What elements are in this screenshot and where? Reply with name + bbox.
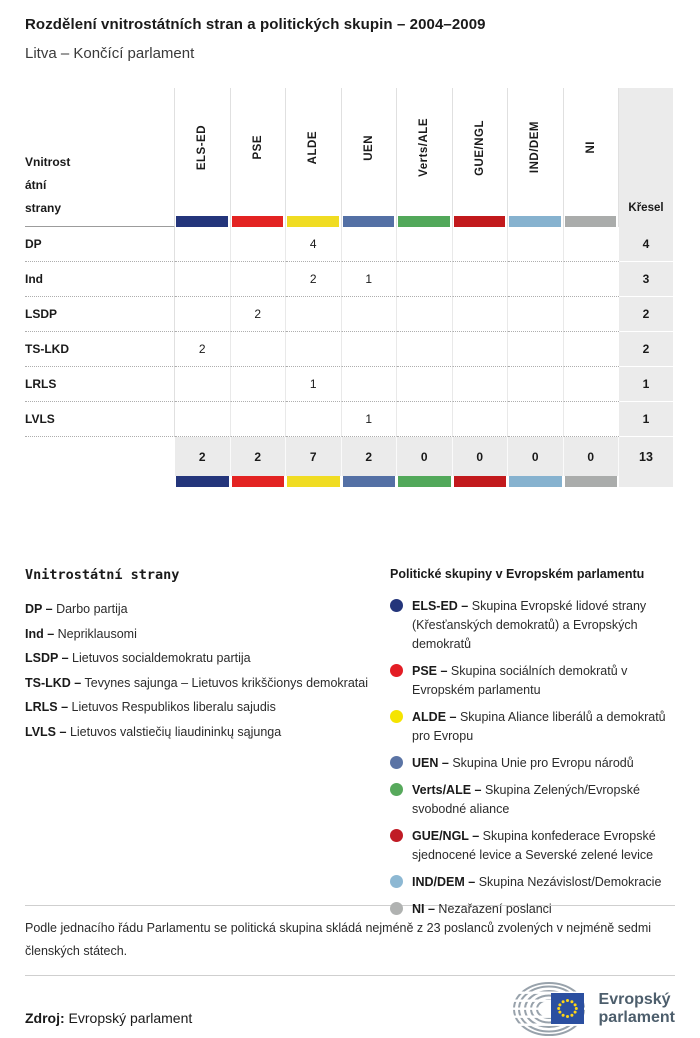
group-header-cell	[397, 88, 453, 227]
seat-cell	[564, 332, 620, 367]
seat-cell	[286, 332, 342, 367]
table-row	[25, 332, 673, 367]
seat-cell	[508, 367, 564, 402]
legend-item: DP – Darbo partija	[25, 602, 128, 616]
seat-cell: 1	[342, 402, 398, 437]
legend-section	[25, 567, 675, 916]
group-label: GUE/NGL	[473, 119, 486, 176]
seat-cell	[397, 332, 453, 367]
seat-cell	[564, 227, 620, 262]
seat-cell: 2	[231, 297, 287, 332]
group-header-cell	[286, 88, 342, 227]
group-label: PSE	[251, 135, 264, 160]
totals-empty-cell	[25, 437, 175, 476]
seats-header-cell	[619, 88, 673, 227]
group-color-bar	[286, 476, 342, 487]
group-color-bar	[175, 476, 231, 487]
seat-cell	[397, 227, 453, 262]
bars-empty-cell	[25, 476, 175, 487]
seat-cell	[175, 227, 231, 262]
table-row	[25, 262, 673, 297]
group-color-bar	[565, 216, 617, 227]
seat-cell: 2	[286, 262, 342, 297]
group-label: IND/DEM	[529, 121, 542, 174]
seat-cell	[231, 332, 287, 367]
seat-cell	[508, 262, 564, 297]
seats-column-footer	[619, 476, 673, 487]
group-label: ALDE	[307, 130, 320, 165]
group-color-bar	[287, 216, 339, 227]
legend-item: LVLS – Lietuvos valstiečių liaudininkų sąjunga	[25, 724, 282, 739]
seat-cell	[231, 367, 287, 402]
legend-item: LRLS – Lietuvos Respublikos liberalu sajudis	[25, 700, 276, 714]
color-dot	[390, 829, 403, 842]
seat-cell: 2	[175, 332, 231, 367]
row-seats-total: 1	[619, 402, 673, 437]
legend-item: ELS-ED – Skupina Evropské lidové strany (Křesťanských demokratů) a Evropských demokratů	[390, 597, 673, 654]
color-dot	[390, 664, 403, 677]
group-label: NI	[584, 141, 597, 154]
table-row	[25, 402, 673, 437]
hemicycle-icon	[513, 982, 591, 1036]
row-seats-total: 1	[619, 367, 673, 402]
legend-item: TS-LKD – Tevynes sajunga – Lietuvos krikščionys demokratai	[25, 675, 368, 690]
eu-flag-icon	[551, 993, 584, 1024]
group-header-cell	[231, 88, 287, 227]
seat-cell	[508, 402, 564, 437]
seat-cell	[397, 367, 453, 402]
source	[25, 992, 192, 1026]
seat-cell	[231, 227, 287, 262]
seat-cell: 1	[342, 262, 398, 297]
seat-cell: 1	[286, 367, 342, 402]
group-color-bar	[231, 476, 287, 487]
seats-header-label: Křesel	[628, 202, 664, 214]
legend-item: UEN – Skupina Unie pro Evropu národů	[390, 754, 673, 773]
group-label: UEN	[362, 134, 375, 161]
group-label: Verts/ALE	[418, 118, 431, 177]
color-dot	[390, 599, 403, 612]
seat-cell	[286, 297, 342, 332]
party-label: LRLS	[25, 367, 175, 402]
row-header-cell	[25, 88, 175, 227]
party-label: TS-LKD	[25, 332, 175, 367]
seat-cell	[453, 297, 509, 332]
seat-cell	[342, 367, 398, 402]
legend-groups	[390, 567, 673, 927]
totals-row	[25, 437, 673, 476]
seat-cell	[397, 297, 453, 332]
legend-item: ALDE – Skupina Aliance liberálů a demokratů pro Evropu	[390, 708, 673, 746]
group-header-cell	[453, 88, 509, 227]
legend-item: Verts/ALE – Skupina Zelených/Evropské svobodné aliance	[390, 781, 673, 819]
group-label: ELS-ED	[196, 124, 209, 171]
seat-cell	[342, 227, 398, 262]
legend-item: IND/DEM – Skupina Nezávislost/Demokracie	[390, 873, 673, 892]
row-seats-total: 4	[619, 227, 673, 262]
group-total: 7	[286, 437, 342, 476]
seat-cell	[397, 402, 453, 437]
group-header-cell	[175, 88, 231, 227]
seats-table	[25, 88, 673, 487]
group-color-bar	[454, 216, 506, 227]
seat-cell	[231, 262, 287, 297]
group-total: 0	[453, 437, 509, 476]
table-row	[25, 297, 673, 332]
legend-item: GUE/NGL – Skupina konfederace Evropské sjednocené levice a Severské zelené levice	[390, 827, 673, 865]
seat-cell	[175, 297, 231, 332]
group-color-bar	[509, 216, 561, 227]
table-row	[25, 227, 673, 262]
seat-cell	[453, 227, 509, 262]
row-seats-total: 2	[619, 297, 673, 332]
legend-parties-heading: Vnitrostátní strany	[25, 567, 180, 583]
seat-cell	[508, 332, 564, 367]
seat-cell	[453, 367, 509, 402]
row-seats-total: 3	[619, 262, 673, 297]
group-color-bar	[343, 216, 395, 227]
legend-item: LSDP – Lietuvos socialdemokratu partija	[25, 651, 251, 665]
group-color-bar	[176, 216, 228, 227]
seat-cell	[175, 402, 231, 437]
group-total: 2	[342, 437, 398, 476]
divider	[25, 975, 675, 976]
table-header-row	[25, 88, 673, 227]
grand-total-seats: 13	[619, 437, 673, 476]
seat-cell	[397, 262, 453, 297]
seat-cell	[508, 297, 564, 332]
group-total: 0	[508, 437, 564, 476]
party-label: LSDP	[25, 297, 175, 332]
group-total: 0	[397, 437, 453, 476]
color-dot	[390, 902, 403, 915]
group-header-cell	[508, 88, 564, 227]
table-row	[25, 367, 673, 402]
group-header-cell	[564, 88, 620, 227]
row-header-label: Vnitrost átní strany	[25, 155, 71, 215]
color-dot	[390, 710, 403, 723]
group-color-bar	[397, 476, 453, 487]
seat-cell	[564, 402, 620, 437]
legend-item: Ind – Nepriklausomi	[25, 626, 137, 641]
party-label: DP	[25, 227, 175, 262]
seat-cell	[453, 402, 509, 437]
seat-cell: 4	[286, 227, 342, 262]
ep-logo-text: Evropský parlament	[598, 991, 675, 1026]
group-color-bar	[508, 476, 564, 487]
group-header-cell	[342, 88, 398, 227]
source-label: Zdroj:	[25, 1010, 65, 1026]
seat-cell	[453, 262, 509, 297]
color-dot	[390, 756, 403, 769]
group-color-bar	[398, 216, 450, 227]
group-total: 0	[564, 437, 620, 476]
seat-cell	[175, 262, 231, 297]
bottom-color-bars	[25, 476, 673, 487]
seat-cell	[286, 402, 342, 437]
group-color-bar	[453, 476, 509, 487]
seat-cell	[175, 367, 231, 402]
footnote: Podle jednacího řádu Parlamentu se politická skupina skládá nejméně z 23 poslanců zvolených v nejméně sedmi členských státech.	[25, 921, 652, 958]
page-title: Rozdělení vnitrostátních stran a politických skupin – 2004–2009	[25, 16, 486, 33]
seat-cell	[342, 297, 398, 332]
seat-cell	[564, 297, 620, 332]
seat-cell	[508, 227, 564, 262]
source-text: Evropský parlament	[68, 1010, 193, 1026]
seat-cell	[564, 262, 620, 297]
seat-cell	[453, 332, 509, 367]
legend-parties	[25, 567, 390, 927]
seat-cell	[564, 367, 620, 402]
row-seats-total: 2	[619, 332, 673, 367]
legend-groups-heading: Politické skupiny v Evropském parlamentu	[390, 567, 645, 581]
color-dot	[390, 783, 403, 796]
color-dot	[390, 875, 403, 888]
party-label: Ind	[25, 262, 175, 297]
group-color-bar	[564, 476, 620, 487]
legend-item: PSE – Skupina sociálních demokratů v Evropském parlamentu	[390, 662, 673, 700]
group-total: 2	[175, 437, 231, 476]
party-label: LVLS	[25, 402, 175, 437]
ep-logo	[513, 982, 675, 1036]
group-color-bar	[342, 476, 398, 487]
seat-cell	[342, 332, 398, 367]
legend-item: NI – Nezařazení poslanci	[390, 900, 673, 919]
seat-cell	[231, 402, 287, 437]
page-subtitle: Litva – Končící parlament	[25, 45, 195, 62]
group-color-bar	[232, 216, 284, 227]
group-total: 2	[231, 437, 287, 476]
